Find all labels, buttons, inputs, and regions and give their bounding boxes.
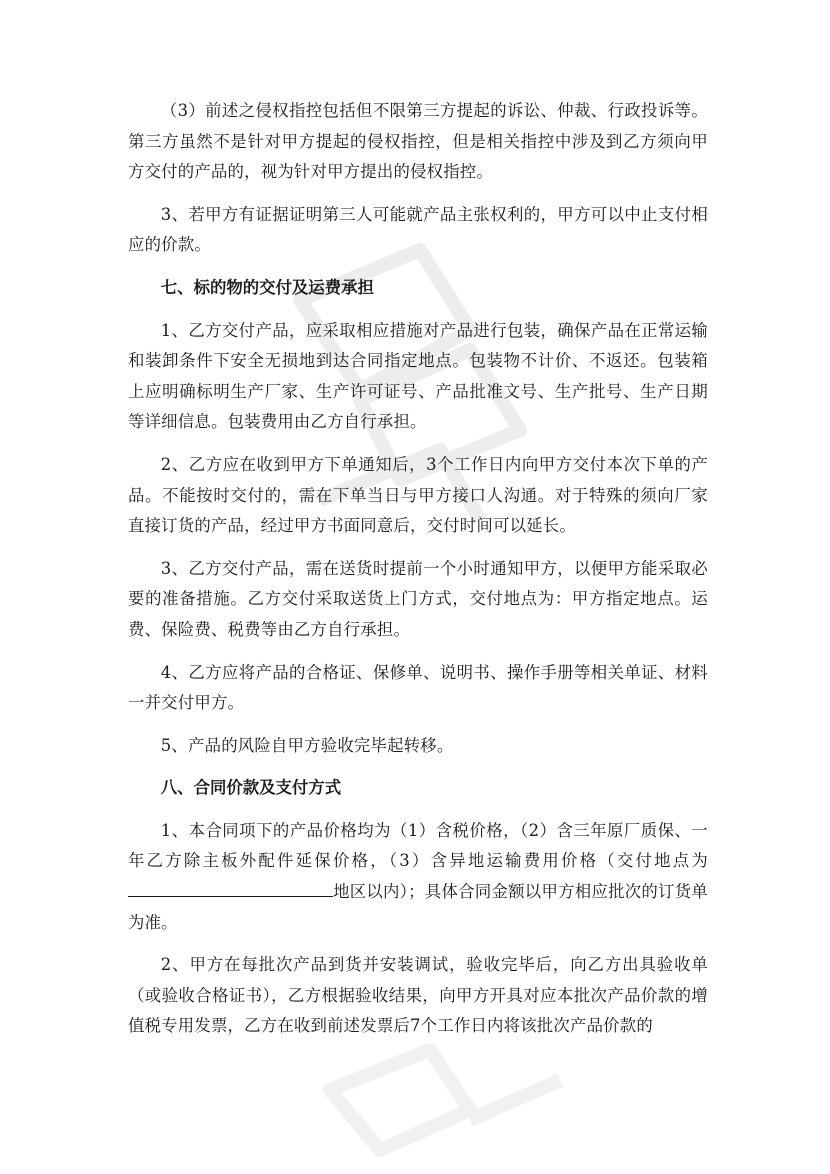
paragraph-price-1 xyxy=(128,816,708,938)
paragraph-payment-2: 2、甲方在每批次产品到货并安装调试，验收完毕后，向乙方出具验收单（或验收合格证书），乙方根据验收结果，向甲方开具对应本批次产品价款的增值税专用发票，乙方在收到前述发票后7个工作日内将该批次产品价款的 xyxy=(128,955,708,1036)
price-clause-text: 1、本合同项下的产品价格均为（1）含税价格，（2）含三年原厂质保、一年乙方除主板外配件延保价格，（3）含异地运输费用价格（交付地点为 xyxy=(128,820,708,871)
section-heading-8: 八、合同价款及支付方式 xyxy=(160,778,342,798)
paragraph-delivery-5: 5、产品的风险自甲方验收完毕起转移。 xyxy=(160,735,454,755)
paragraph-delivery-2: 2、乙方应在收到甲方下单通知后，3个工作日内向甲方交付本次下单的产品。不能按时交付的，需在下单当日与甲方接口人沟通。对于特殊的须向厂家直接订货的产品，经过甲方书面同意后，交付时间可以延长。 xyxy=(128,454,708,536)
price-clause-text-end: 地区以内）；具体合同金额以甲方相应批次的订货单为准。 xyxy=(128,882,708,932)
paragraph-clause-3: 3、若甲方有证据证明第三人可能就产品主张权利的，甲方可以中止支付相应的价款。 xyxy=(128,204,708,255)
document-body xyxy=(128,96,708,1054)
paragraph-delivery-1: 1、乙方交付产品，应采取相应措施对产品进行包装，确保产品在正常运输和装卸条件下安全无损地到达合同指定地点。包装物不计价、不返还。包装箱上应明确标明生产厂家、生产许可证号、产品批准文号、生产批号、生产日期等详细信息。包装费用由乙方自行承担。 xyxy=(128,320,708,432)
paragraph-infringement-3: （3）前述之侵权指控包括但不限第三方提起的诉讼、仲裁、行政投诉等。第三方虽然不是针对甲方提起的侵权指控，但是相关指控中涉及到乙方须向甲方交付的产品的，视为针对甲方提出的侵权指控。 xyxy=(128,101,708,182)
paragraph-delivery-4: 4、乙方应将产品的合格证、保修单、说明书、操作手册等相关单证、材料一并交付甲方。 xyxy=(128,662,708,713)
delivery-location-blank xyxy=(128,877,333,897)
section-heading-7: 七、标的物的交付及运费承担 xyxy=(160,277,374,297)
paragraph-delivery-3: 3、乙方交付产品，需在送货时提前一个小时通知甲方，以便甲方能采取必要的准备措施。乙方交付采取送货上门方式，交付地点为：甲方指定地点。运费、保险费、税费等由乙方自行承担。 xyxy=(128,558,708,639)
